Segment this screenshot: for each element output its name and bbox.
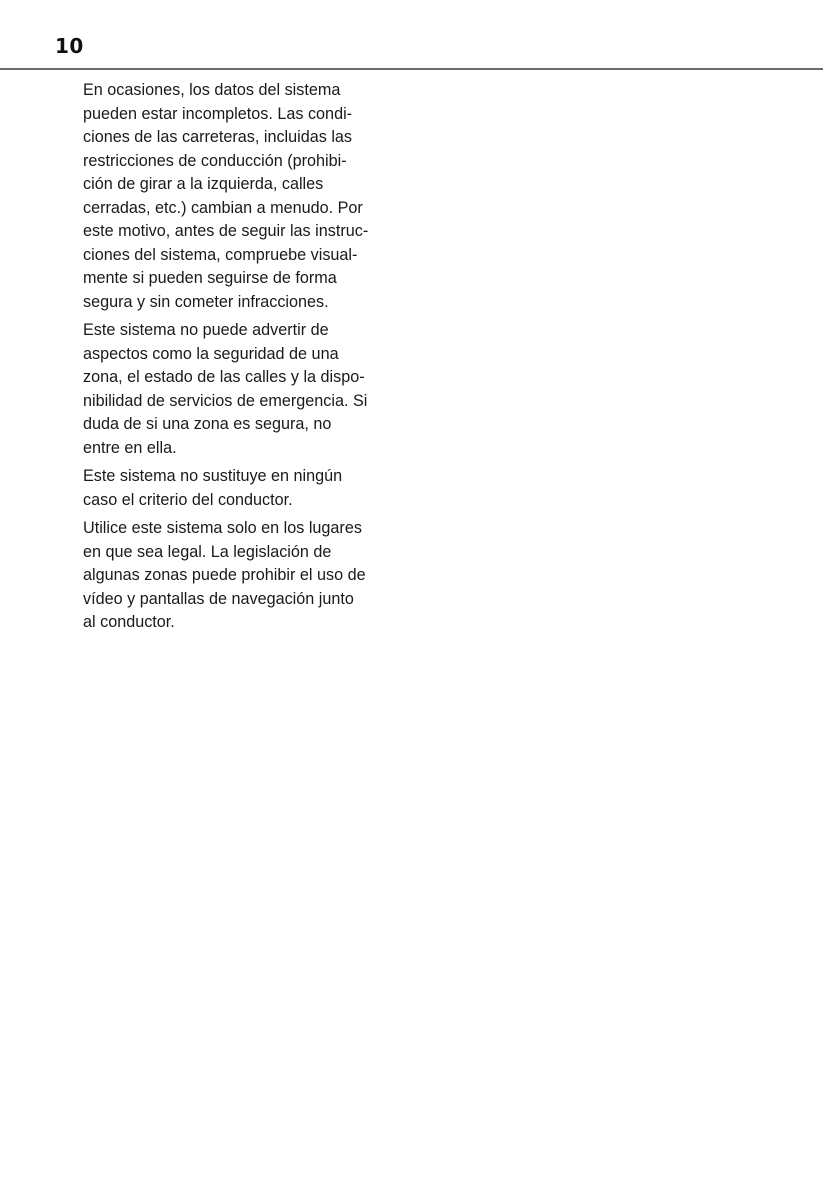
text-line: En ocasiones, los datos del sistema bbox=[83, 81, 341, 99]
text-line: ciones de las carreteras, incluidas las bbox=[83, 128, 353, 146]
text-line: ción de girar a la izquierda, calles bbox=[83, 175, 324, 193]
text-line: algunas zonas puede prohibir el uso de bbox=[83, 566, 366, 584]
text-line: zona, el estado de las calles y la dispo- bbox=[83, 368, 365, 386]
paragraph-legal-use bbox=[83, 517, 403, 635]
text-line: restricciones de conducción (prohibi- bbox=[83, 151, 347, 170]
body-text bbox=[83, 79, 403, 640]
text-line: entre en ella. bbox=[83, 438, 177, 457]
text-line: segura y sin cometer infracciones. bbox=[83, 292, 329, 311]
paragraph-driver-judgement bbox=[83, 465, 403, 512]
text-line: Utilice este sistema solo en los lugares bbox=[83, 519, 362, 537]
text-line: este motivo, antes de seguir las instruc- bbox=[83, 222, 369, 240]
text-line: pueden estar incompletos. Las condi- bbox=[83, 104, 353, 123]
text-line: mente si pueden seguirse de forma bbox=[83, 269, 337, 287]
text-line: duda de si una zona es segura, no bbox=[83, 415, 332, 433]
text-line: Este sistema no puede advertir de bbox=[83, 321, 329, 339]
text-line: nibilidad de servicios de emergencia. Si bbox=[83, 391, 368, 410]
text-line: vídeo y pantallas de navegación junto bbox=[83, 589, 354, 608]
text-line: en que sea legal. La legislación de bbox=[83, 542, 332, 561]
text-line: Este sistema no sustituye en ningún bbox=[83, 467, 343, 485]
text-line: aspectos como la seguridad de una bbox=[83, 344, 339, 363]
paragraph-safety-warning bbox=[83, 319, 403, 460]
page-number: 10 bbox=[55, 34, 84, 58]
text-line: al conductor. bbox=[83, 613, 175, 631]
text-line: caso el criterio del conductor. bbox=[83, 490, 293, 509]
header-divider bbox=[0, 68, 823, 70]
text-line: ciones del sistema, compruebe visual- bbox=[83, 245, 358, 264]
text-line: cerradas, etc.) cambian a menudo. Por bbox=[83, 198, 363, 217]
paragraph-data-incomplete bbox=[83, 79, 403, 314]
